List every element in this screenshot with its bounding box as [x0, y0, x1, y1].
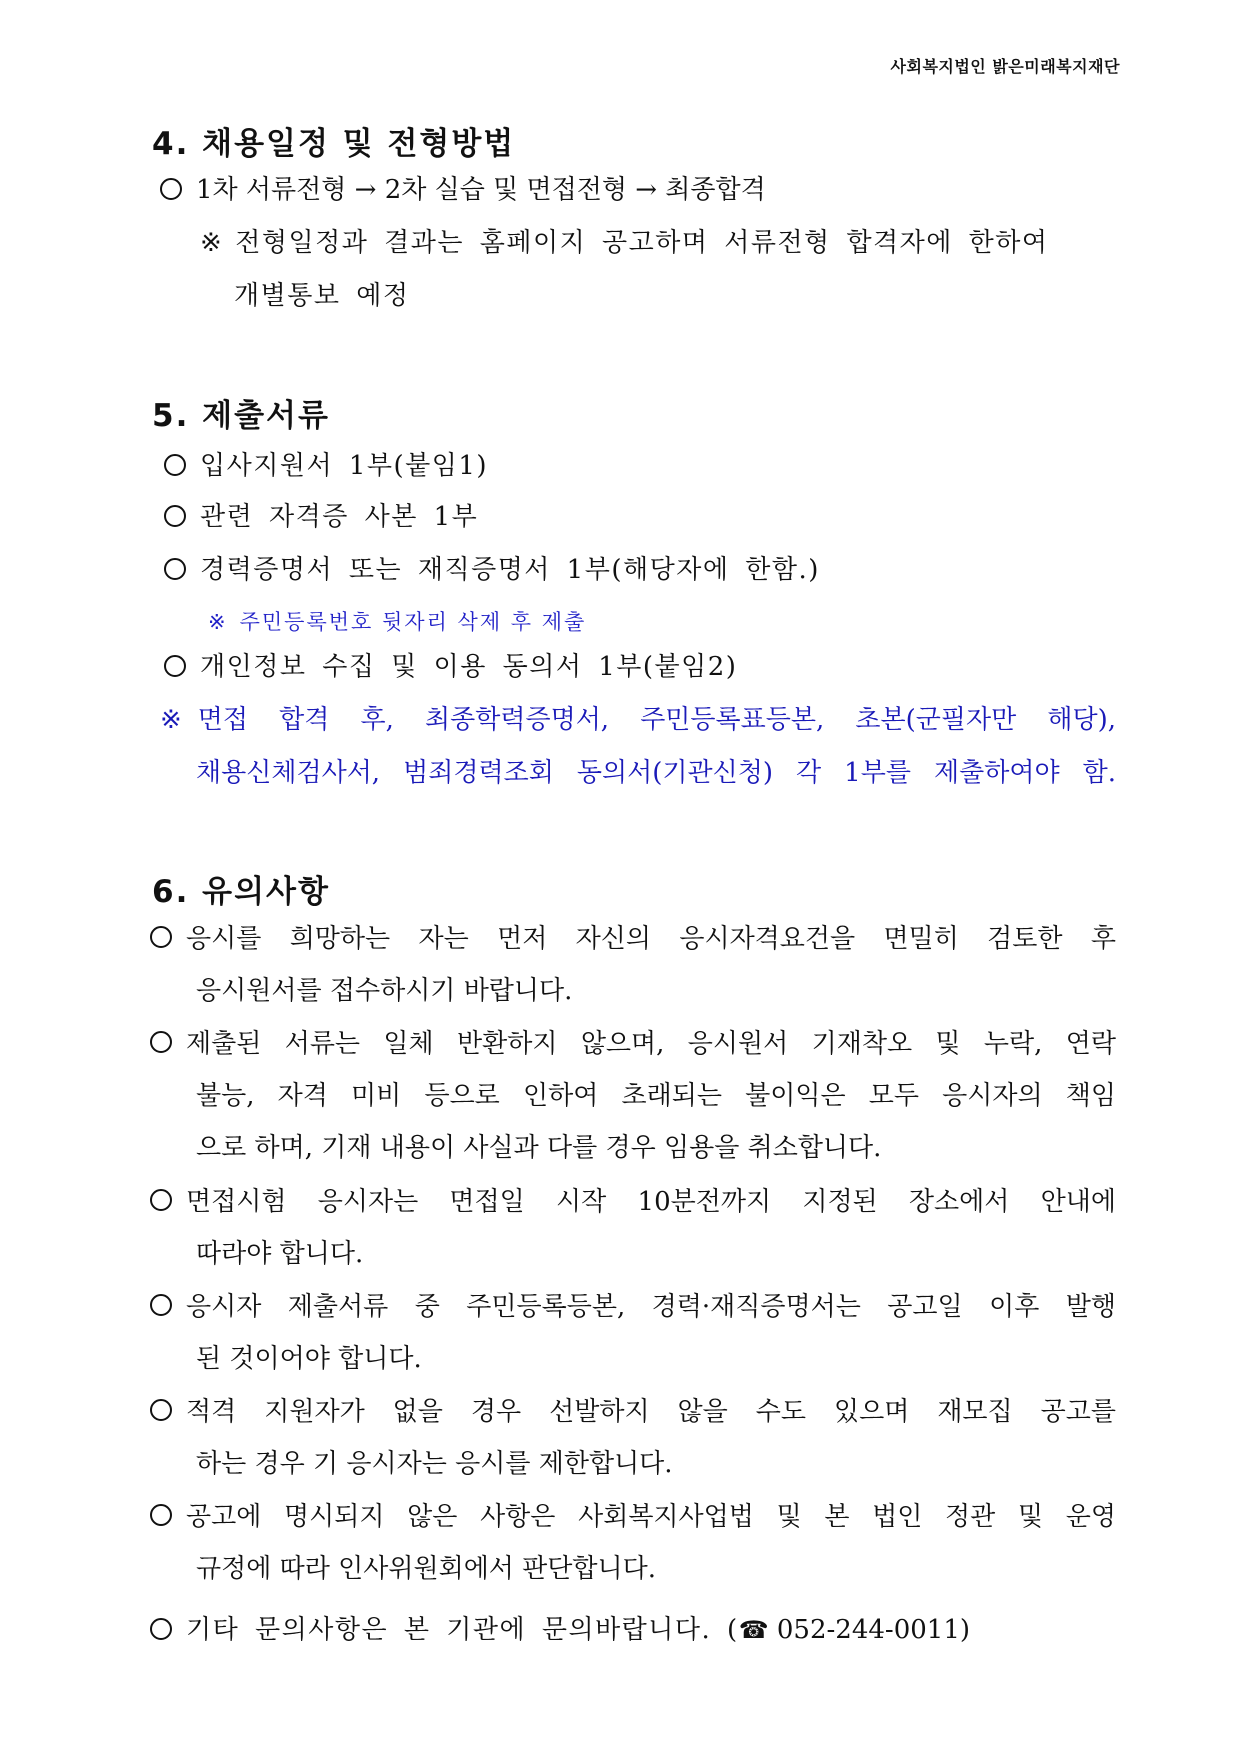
telephone-icon: ☎ — [738, 1616, 769, 1644]
list-item-continuation: 규정에 따라 인사위원회에서 판단합니다. — [196, 1554, 657, 1584]
list-item: 적격 지원자가 없을 경우 선발하지 않을 수도 있으며 재모집 공고를 — [150, 1399, 1116, 1425]
circle-bullet-icon — [150, 1504, 172, 1526]
reference-mark-icon: ※ — [200, 228, 224, 258]
section-title-notes: 6. 유의사항 — [152, 874, 330, 910]
list-item: 1차 서류전형 → 2차 실습 및 면접전형 → 최종합격 — [160, 177, 766, 203]
list-item-continuation: 으로 하며, 기재 내용이 사실과 다를 경우 임용을 취소합니다. — [196, 1133, 882, 1163]
section-title-schedule: 4. 채용일정 및 전형방법 — [152, 126, 516, 162]
reference-mark-icon: ※ — [208, 610, 228, 634]
list-item: 응시자 제출서류 중 주민등록등본, 경력·재직증명서는 공고일 이후 발행 — [150, 1294, 1116, 1320]
note-continuation: 개별통보 예정 — [234, 281, 410, 311]
contact-item: 기타 문의사항은 본 기관에 문의바랍니다. (☎ 052-244-0011) — [150, 1617, 970, 1643]
circle-bullet-icon — [150, 926, 172, 948]
circle-bullet-icon — [150, 1189, 172, 1211]
organization-header: 사회복지법인 밝은미래복지재단 — [890, 57, 1120, 76]
note-item-blue: ※ 면접 합격 후, 최종학력증명서, 주민등록표등본, 초본(군필자만 해당), — [160, 705, 1116, 735]
circle-bullet-icon — [150, 1031, 172, 1053]
list-item: 응시를 희망하는 자는 먼저 자신의 응시자격요건을 면밀히 검토한 후 — [150, 926, 1116, 952]
reference-mark-icon: ※ — [160, 705, 182, 735]
list-item: 관련 자격증 사본 1부 — [164, 504, 478, 530]
section-title-documents: 5. 제출서류 — [152, 398, 330, 434]
list-item: 제출된 서류는 일체 반환하지 않으며, 응시원서 기재착오 및 누락, 연락 — [150, 1031, 1116, 1057]
circle-bullet-icon — [150, 1618, 172, 1640]
list-item: 면접시험 응시자는 면접일 시작 10분전까지 지정된 장소에서 안내에 — [150, 1189, 1116, 1215]
list-item-continuation: 불능, 자격 미비 등으로 인하여 초래되는 불이익은 모두 응시자의 책임 — [196, 1081, 1116, 1111]
list-item-continuation: 따라야 합니다. — [196, 1239, 364, 1269]
list-item-continuation: 하는 경우 기 응시자는 응시를 제한합니다. — [196, 1449, 673, 1479]
circle-bullet-icon — [164, 505, 186, 527]
circle-bullet-icon — [164, 655, 186, 677]
note-continuation-blue: 채용신체검사서, 범죄경력조회 동의서(기관신청) 각 1부를 제출하여야 함. — [196, 758, 1116, 788]
circle-bullet-icon — [160, 178, 182, 200]
circle-bullet-icon — [150, 1399, 172, 1421]
list-item: 개인정보 수집 및 이용 동의서 1부(붙임2) — [164, 654, 737, 680]
list-item: 경력증명서 또는 재직증명서 1부(해당자에 한함.) — [164, 557, 820, 583]
circle-bullet-icon — [164, 558, 186, 580]
circle-bullet-icon — [150, 1294, 172, 1316]
circle-bullet-icon — [164, 454, 186, 476]
list-item: 공고에 명시되지 않은 사항은 사회복지사업법 및 본 법인 정관 및 운영 — [150, 1504, 1116, 1530]
list-item-continuation: 된 것이어야 합니다. — [196, 1344, 422, 1374]
note-item-blue: ※ 주민등록번호 뒷자리 삭제 후 제출 — [208, 610, 587, 634]
phone-number: 052-244-0011 — [776, 1615, 960, 1645]
list-item-continuation: 응시원서를 접수하시기 바랍니다. — [196, 976, 573, 1006]
list-item: 입사지원서 1부(붙임1) — [164, 453, 488, 479]
note-item: ※ 전형일정과 결과는 홈페이지 공고하며 서류전형 합격자에 한하여 — [200, 228, 1049, 258]
